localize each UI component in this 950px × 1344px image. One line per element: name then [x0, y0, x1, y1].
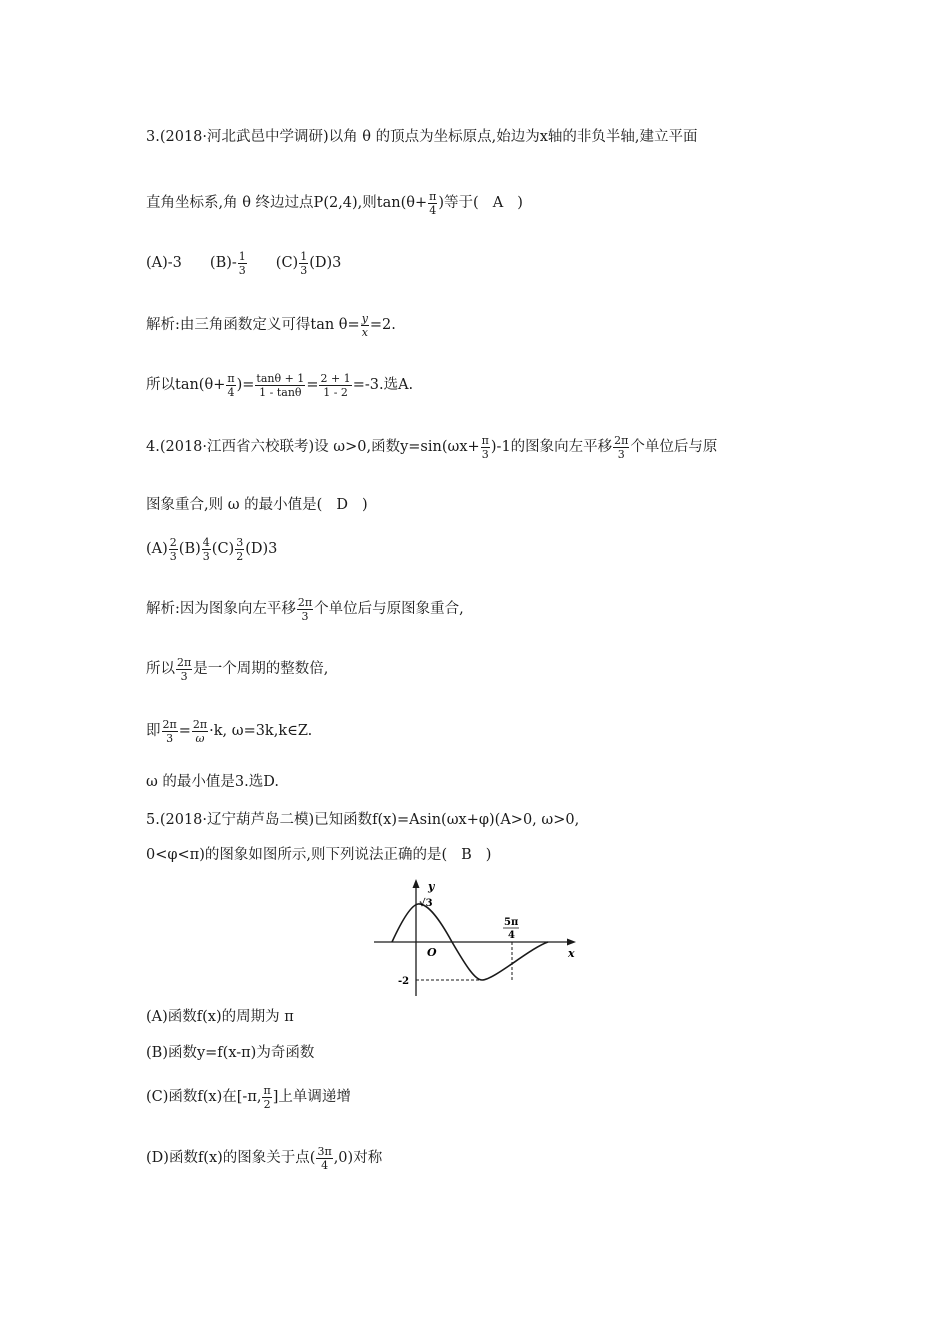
q4-option-d: (D)3 — [245, 541, 278, 558]
q4-solution-2: 所以 $\frac{2\pi}{3}$ 是一个周期的整数倍, — [146, 656, 329, 683]
origin-label: O — [427, 946, 437, 959]
q5-option-b: (B)函数y=f(x-π)为奇函数 — [146, 1045, 315, 1061]
neg2-label: -2 — [398, 976, 410, 987]
q5-line1: 5.(2018·辽宁葫芦岛二模)已知函数f(x)=Asin(ωx+φ)(A>0, ω>0, — [146, 812, 580, 828]
q3-option-d: (D)3 — [309, 255, 342, 272]
y-axis-arrow — [413, 879, 420, 888]
q4-option-b: (B) $\frac{4}{3}$ — [178, 536, 210, 563]
x-axis-arrow — [567, 939, 576, 946]
q3-option-c: (C) $\frac{1}{3}$ — [275, 250, 308, 277]
q3-solution-1: 解析:由三角函数定义可得tan θ= $\frac{y}{x}$ =2. — [146, 312, 396, 339]
five-pi-label: 5π — [504, 917, 519, 928]
q5-answer: B — [461, 847, 472, 863]
sine-graph — [365, 870, 585, 1000]
y-axis-label: y — [428, 880, 435, 893]
fraction-pi-over-4: $\frac{\pi}{4}$ — [429, 190, 437, 217]
q3-options — [146, 250, 341, 277]
q3-line2: 直角坐标系,角 θ 终边过点P(2,4),则tan(θ+ $\frac{\pi}{4}$ )等于( A ) — [146, 190, 523, 217]
q4-option-c: (C) $\frac{3}{2}$ — [211, 536, 244, 563]
q4-answer: D — [336, 497, 348, 513]
q5-option-c: (C)函数f(x)在[-π, $\frac{\pi}{2}$ ]上单调递增 — [146, 1084, 351, 1111]
q5-option-d: (D)函数f(x)的图象关于点( $\frac{3\pi}{4}$ ,0)对称 — [146, 1145, 383, 1172]
q4-solution-4: ω 的最小值是3.选D. — [146, 774, 279, 790]
sqrt3-label: √3 — [419, 898, 433, 909]
q4-solution-3: 即 $\frac{2\pi}{3}$ = $\frac{2\pi}{\omega}$ ·k, ω=3k,k∈Z. — [146, 718, 313, 745]
q3-option-a: (A)-3 — [146, 255, 182, 272]
q4-option-a: (A) $\frac{2}{3}$ — [146, 536, 177, 563]
four-label: 4 — [508, 930, 515, 941]
q4-line2: 图象重合,则 ω 的最小值是( D ) — [146, 497, 368, 513]
q3-option-b: (B)- $\frac{1}{3}$ — [209, 250, 246, 277]
q4-line1: 4.(2018·江西省六校联考)设 ω>0,函数y=sin(ωx+ $\frac{\pi}{3}$ )-1的图象向左平移 $\frac{2\pi}{3}$ 个单位后与原 — [146, 434, 718, 461]
q3-answer: A — [492, 195, 504, 212]
q5-line2: 0<φ<π)的图象如图所示,则下列说法正确的是( B ) — [146, 847, 492, 863]
q3-line1: 3.(2018·河北武邑中学调研)以角 θ 的顶点为坐标原点,始边为x轴的非负半轴,建立平面 — [146, 129, 698, 145]
q4-options — [146, 536, 277, 563]
x-axis-label: x — [568, 947, 575, 960]
q4-solution-1: 解析:因为图象向左平移 $\frac{2\pi}{3}$ 个单位后与原图象重合, — [146, 596, 464, 623]
q3-solution-2: 所以tan(θ+ $\frac{\pi}{4}$ )= $\frac{\tan\theta + 1}{1 - \tan\theta}$ = $\frac{2 + 1}{1 - 2}$ =-3.选A. — [146, 372, 414, 399]
q5-option-a: (A)函数f(x)的周期为 π — [146, 1009, 294, 1025]
